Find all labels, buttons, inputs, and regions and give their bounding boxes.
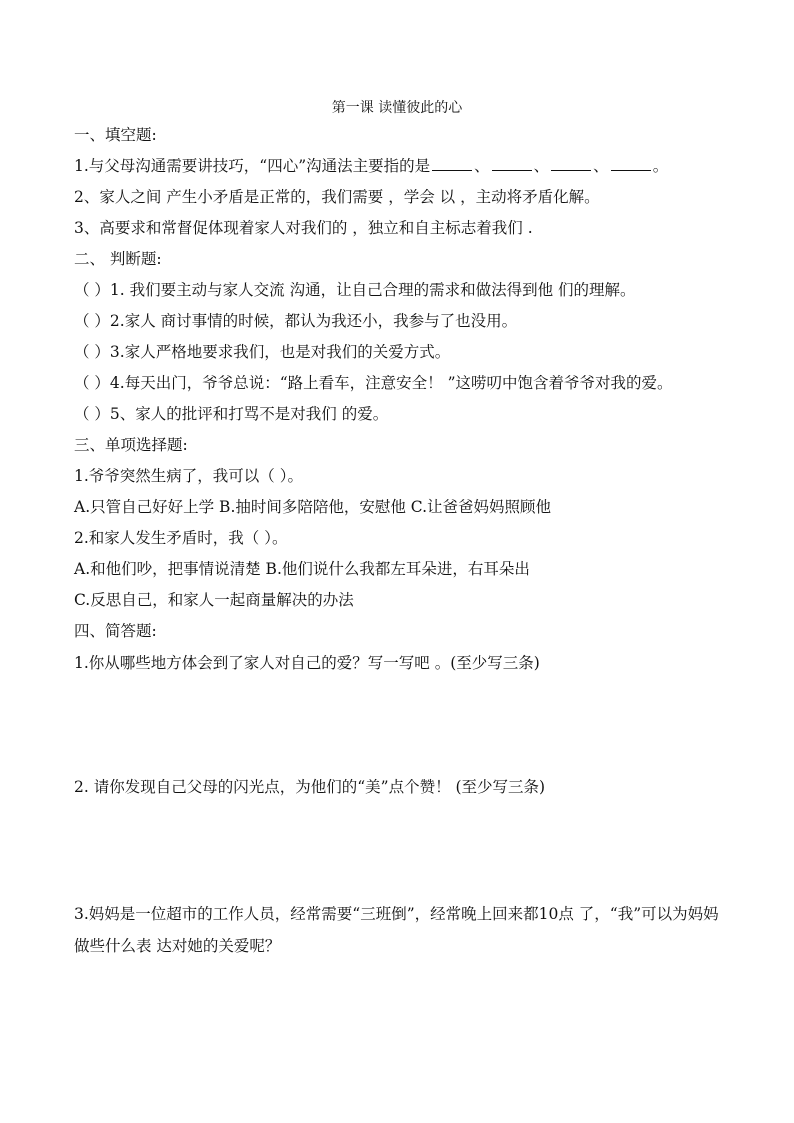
short-answer-question-1: 1.你从哪些地方体会到了家人对自己的爱？写一写吧 。(至少写三条) (74, 654, 540, 672)
page-title: 第一课 读懂彼此的心 (331, 100, 463, 116)
true-false-item: （ ）3.家人严格地要求我们，也是对我们的关爱方式。 (74, 343, 451, 361)
true-false-item: （ ）4.每天出门，爷爷总说：“路上看车，注意安全！ ”这唠叨中饱含着爷爷对我的爱。 (74, 374, 673, 392)
answer-blank[interactable] (432, 155, 472, 171)
section-heading-true-false: 二、 判断题: (74, 250, 162, 268)
separator: 、 (593, 157, 609, 175)
section-heading-fill-blank: 一、填空题: (74, 126, 157, 144)
choice-question-2-options: A.和他们吵，把事情说清楚 B.他们说什么我都左耳朵进，右耳朵出 (74, 560, 530, 578)
true-false-item: （ ）5、家人的批评和打骂不是对我们 的爱。 (74, 405, 389, 423)
short-answer-question-2: 2. 请你发现自己父母的闪光点，为他们的“美”点个赞！ (至少写三条) (74, 778, 546, 796)
section-heading-multiple-choice: 三、单项选择题: (74, 436, 188, 454)
separator: 、 (474, 157, 490, 175)
choice-question-2: 2.和家人发生矛盾时，我（ ）。 (74, 529, 288, 547)
question-end: 。 (652, 157, 669, 175)
short-answer-question-3: 3.妈妈是一位超市的工作人员，经常需要“三班倒”，经常晚上回来都10点 了，“我”可以为妈妈做些什么表 达对她的关爱呢？ (74, 905, 719, 955)
choice-question-1: 1.爷爷突然生病了，我可以（ ）。 (74, 467, 303, 485)
separator: 、 (533, 157, 550, 175)
fill-blank-question-2: 2、家人之间 产生小矛盾是正常的，我们需要 ，学会 以 ，主动将矛盾化解。 (74, 188, 600, 206)
section-heading-short-answer: 四、简答题: (74, 622, 157, 640)
fill-blank-question-1 (74, 155, 668, 177)
true-false-item: （ ）1. 我们要主动与家人交流 沟通，让自己合理的需求和做法得到他 们的理解。 (74, 281, 636, 299)
fill-blank-question-3: 3、高要求和常督促体现着家人对我们的 ，独立和自主标志着我们 . (74, 219, 533, 237)
choice-question-1-options: A.只管自己好好上学 B.抽时间多陪陪他，安慰他 C.让爸爸妈妈照顾他 (74, 498, 552, 516)
answer-blank[interactable] (551, 155, 591, 171)
choice-question-2-option-c: C.反思自己，和家人一起商量解决的办法 (74, 591, 354, 609)
true-false-item: （ ）2.家人 商讨事情的时候，都认为我还小，我参与了也没用。 (74, 312, 518, 330)
question-text: 1.与父母沟通需要讲技巧，“四心”沟通法主要指的是 (74, 157, 431, 175)
answer-blank[interactable] (611, 155, 651, 171)
answer-blank[interactable] (492, 155, 532, 171)
